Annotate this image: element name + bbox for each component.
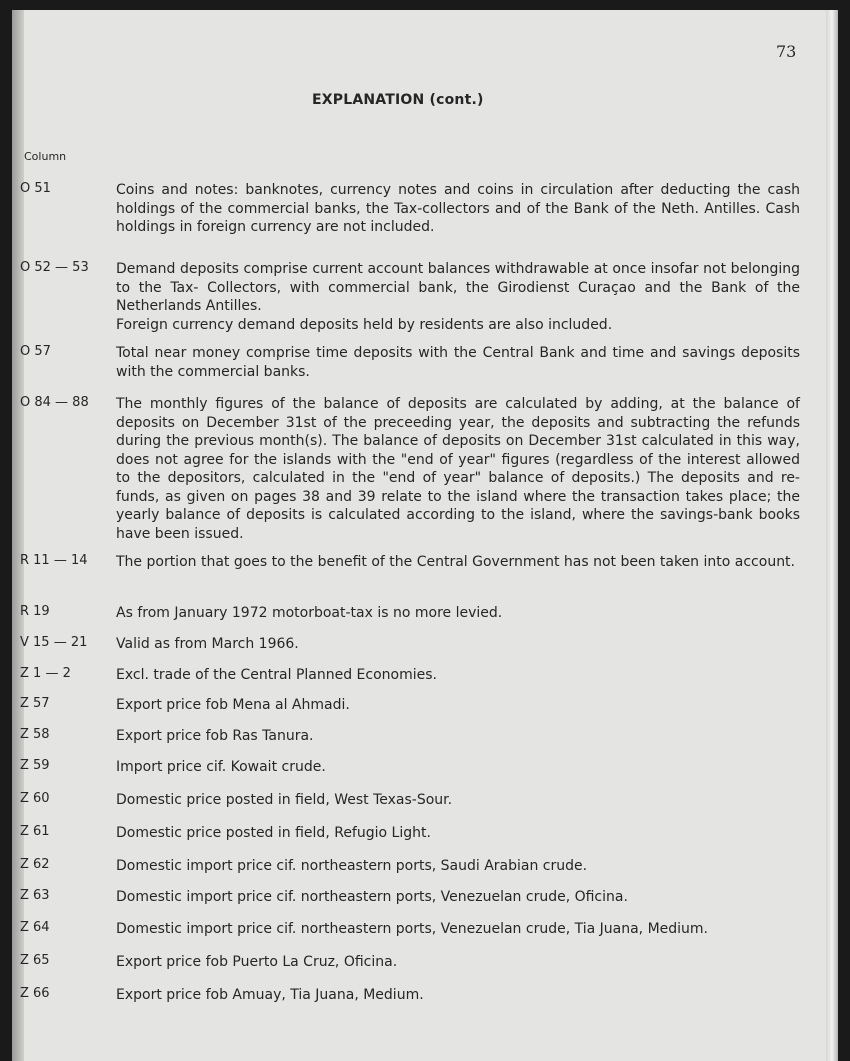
explanation-paragraph: Valid as from March 1966.: [116, 636, 299, 652]
explanation-text: [116, 758, 800, 777]
explanation-text: [116, 727, 800, 746]
explanation-text: [116, 824, 800, 843]
explanation-paragraph: As from January 1972 motorboat-tax is no more levied.: [116, 605, 503, 621]
column-code: Z 65: [20, 953, 50, 968]
explanation-text: [116, 888, 800, 907]
explanation-paragraph: Domestic price posted in field, West Texas-Sour.: [116, 792, 453, 808]
explanation-text: [116, 666, 800, 685]
column-code: O 57: [20, 344, 51, 359]
column-code: O 84 — 88: [20, 395, 89, 410]
column-code: Z 62: [20, 857, 50, 872]
explanation-text: [116, 953, 800, 972]
explanation-paragraph: Export price fob Ras Tanura.: [116, 728, 314, 744]
column-code: Z 59: [20, 758, 50, 773]
explanation-paragraph: Domestic import price cif. northeastern ports, Saudi Arabian crude.: [116, 858, 588, 874]
column-code: R 11 — 14: [20, 553, 88, 568]
column-code: V 15 — 21: [20, 635, 88, 650]
explanation-text: [116, 857, 800, 876]
explanation-text: [116, 696, 800, 715]
explanation-text: [116, 181, 800, 237]
column-code: Z 58: [20, 727, 50, 742]
page-number: 73: [776, 42, 797, 61]
explanation-text: [116, 344, 800, 381]
column-code: Z 57: [20, 696, 50, 711]
page-binding-shadow: [12, 10, 24, 1061]
explanation-paragraph: The portion that goes to the benefit of the Central Government has not been taken into account.: [116, 554, 795, 570]
explanation-text: [116, 791, 800, 810]
explanation-paragraph: Export price fob Puerto La Cruz, Oficina.: [116, 954, 398, 970]
explanation-paragraph: Export price fob Amuay, Tia Juana, Medium.: [116, 987, 424, 1003]
explanation-paragraph: Domestic import price cif. northeastern ports, Venezuelan crude, Tia Juana, Medium.: [116, 921, 708, 937]
column-code: Z 64: [20, 920, 50, 935]
explanation-paragraph: Coins and notes: banknotes, currency notes and coins in circulation after deducting the cash holdings of the commercial banks, the Tax-collectors and of the Bank of the Neth. Antilles. Cash holdings in foreign currency are not included.: [116, 182, 800, 235]
explanation-paragraph: Export price fob Mena al Ahmadi.: [116, 697, 350, 713]
explanation-paragraph: Excl. trade of the Central Planned Economies.: [116, 667, 437, 683]
column-code: Z 60: [20, 791, 50, 806]
column-code: Z 66: [20, 986, 50, 1001]
explanation-text: [116, 604, 800, 623]
page-right-edge: [826, 10, 838, 1061]
explanation-text: [116, 635, 800, 654]
column-code: Z 63: [20, 888, 50, 903]
column-code: O 51: [20, 181, 51, 196]
explanation-text: [116, 260, 800, 334]
explanation-paragraph: The monthly figures of the balance of deposits are calculated by adding, at the balance of deposits on December 31st of the preceeding year, the deposits and subtracting the refunds during the previous month(s). The balance of deposits on December 31st calculated in this way, does not agree for the islands with the "end of year" figures (regardless of the interest allowed to the depositors, calculated in the "end of year" balance of deposits.) The deposits and re-funds, as given on pages 38 and 39 relate to the island where the transaction takes place; the yearly balance of deposits is calculated according to the island, where the savings-bank books have been issued.: [116, 396, 800, 542]
page-title: EXPLANATION (cont.): [312, 92, 484, 108]
column-code: Z 1 — 2: [20, 666, 71, 681]
explanation-text: [116, 920, 800, 939]
explanation-paragraph: Import price cif. Kowait crude.: [116, 759, 326, 775]
explanation-text: [116, 553, 800, 572]
column-header: Column: [24, 150, 67, 163]
column-code: Z 61: [20, 824, 50, 839]
explanation-paragraph: Domestic import price cif. northeastern ports, Venezuelan crude, Oficina.: [116, 889, 628, 905]
explanation-text: [116, 986, 800, 1005]
explanation-paragraph: Demand deposits comprise current account balances withdrawable at once insofar not belonging to the Tax- Collectors, with commercial bank, the Girodienst Curaçao and the Bank of the Netherlands Antilles.: [116, 261, 800, 314]
explanation-paragraph: Domestic price posted in field, Refugio Light.: [116, 825, 431, 841]
explanation-paragraph: Total near money comprise time deposits with the Central Bank and time and savings deposits with the commercial banks.: [116, 345, 800, 380]
explanation-text: [116, 395, 800, 543]
column-code: R 19: [20, 604, 50, 619]
explanation-paragraph: Foreign currency demand deposits held by residents are also included.: [116, 316, 613, 333]
column-code: O 52 — 53: [20, 260, 89, 275]
